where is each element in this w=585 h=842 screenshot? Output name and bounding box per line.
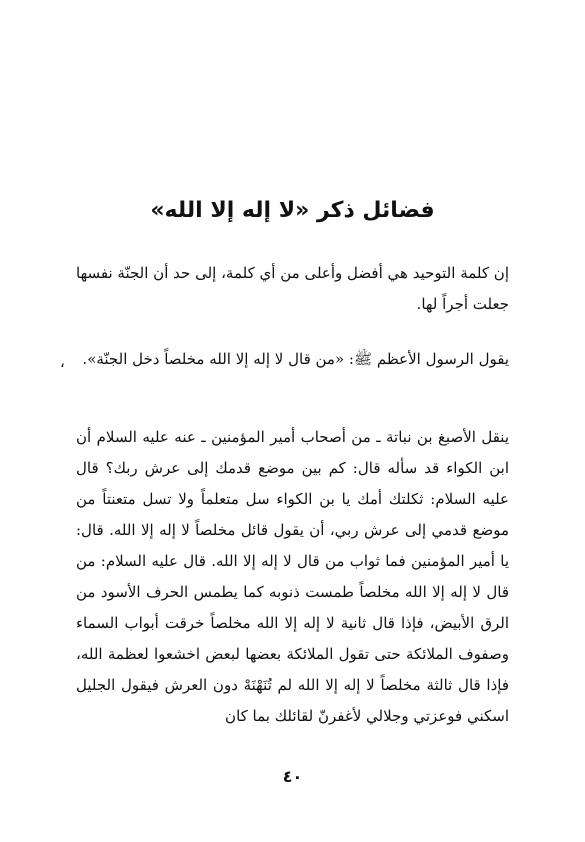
margin-mark: ، (60, 353, 65, 371)
page-number: ٤٠ (282, 767, 303, 786)
paragraph-3 (76, 422, 509, 732)
paragraph-1 (76, 258, 509, 320)
page-title: فضائل ذكر «لا إله إلا الله» (150, 198, 435, 223)
paragraph-text: يقول الرسول الأعظم ﷺ: «من قال لا إله إلا الله مخلصاً دخل الجنّة». (82, 350, 509, 368)
paragraph-text: إن كلمة التوحيد هي أفضل وأعلى من أي كلمة، إلى حد أن الجنّة نفسها جعلت أجراً لها. (76, 264, 509, 313)
paragraph-2 (76, 344, 509, 375)
paragraph-text: ينقل الأصبغ بن نباتة ـ من أصحاب أمير المؤمنين ـ عنه عليه السلام أن ابن الكواء قد سأله قال: كم بين موضع قدمك إلى عرش ربك؟ قال عليه السلام: ثكلتك أمك يا بن الكواء سل متعلماً ولا تسل متعنتاً من موضع قدمي إلى عرش ربي، أن يقول قائل مخلصاً لا إله إلا الله. قال: يا أمير المؤمنين فما ثواب من قال لا إله إلا الله. قال عليه السلام: من قال لا إله إلا الله مخلصاً طمست ذنوبه كما يطمس الحرف الأسود من الرق الأبيض، فإذا قال ثانية لا إله إلا الله مخلصاً خرقت أبواب السماء وصفوف الملائكة حتى تقول الملائكة بعضها لبعض اخشعوا لعظمة الله، فإذا قال ثالثة مخلصاً لا إله إلا الله لم تُنَهْنَهْ دون العرش فيقول الجليل اسكني فوعزتي وجلالي لأغفرنّ لقائلك بما كان (76, 428, 509, 725)
